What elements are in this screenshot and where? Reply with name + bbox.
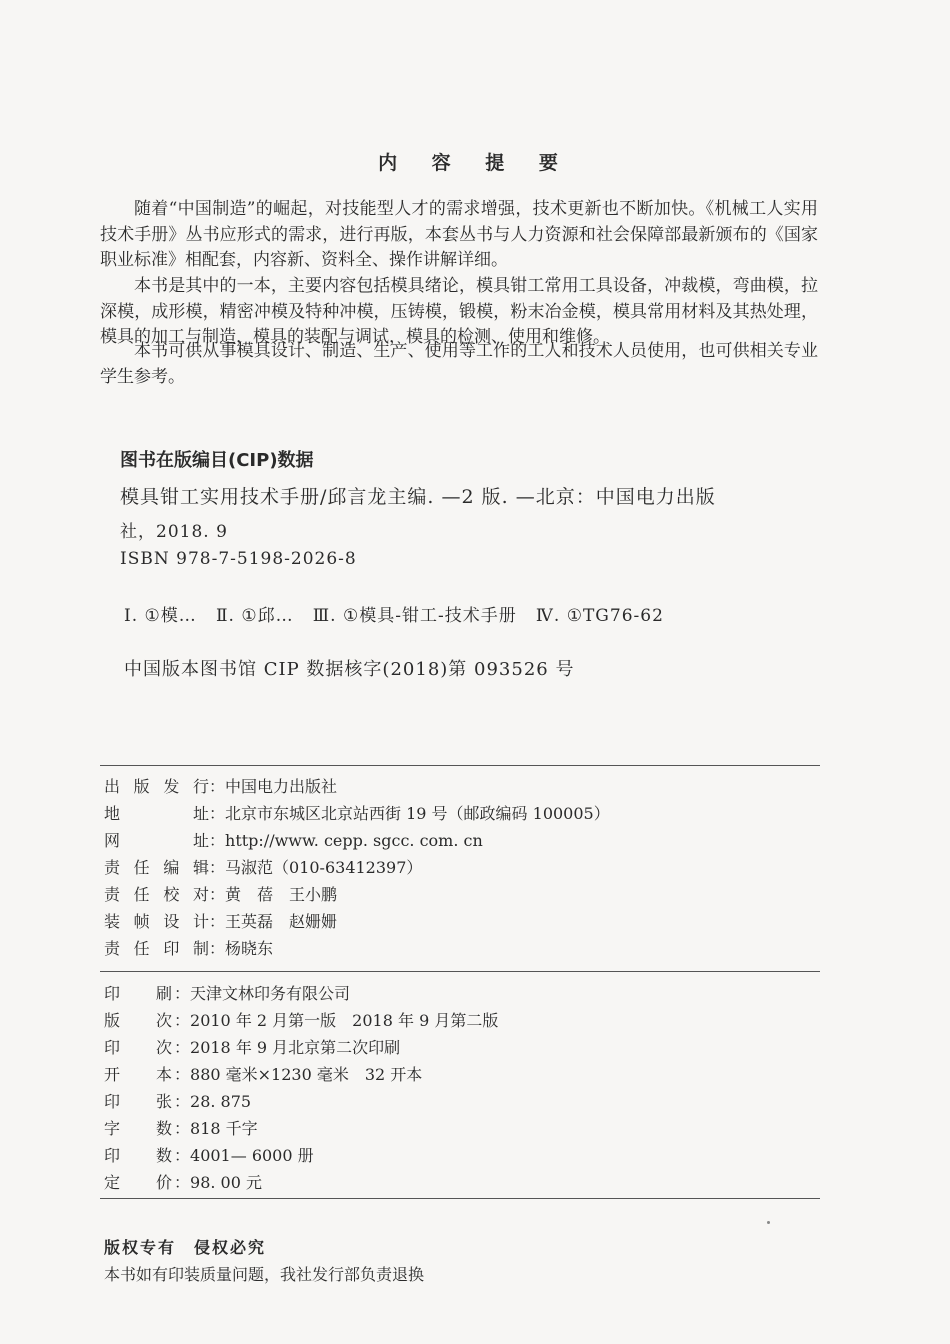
cip-record-line-2: 社，2018. 9	[120, 522, 228, 542]
publisher-row: 责任校对：黄 蓓 王小鹏	[104, 885, 338, 904]
copyright-notice: 本书如有印装质量问题，我社发行部负责退换	[104, 1265, 425, 1284]
publisher-row: 责任印制：杨晓东	[104, 939, 274, 958]
print-row: 定价 ：98. 00 元	[104, 1173, 262, 1192]
summary-paragraph-1: 随着“中国制造”的崛起，对技能型人才的需求增强，技术更新也不断加快。《机械工人实用技术手册》丛书应形式的需求，进行再版，本套丛书与人力资源和社会保障部最新颁布的《国家职业标准》相配套，内容新、资料全、操作讲解详细。	[100, 199, 818, 270]
print-row: 印数 ：4001— 6000 册	[104, 1146, 314, 1165]
cip-heading: 图书在版编目(CIP)数据	[120, 450, 314, 471]
print-row: 印张 ：28. 875	[104, 1092, 252, 1111]
publisher-row: 网址：http://www. cepp. sgcc. com. cn	[104, 831, 483, 850]
publisher-row: 责任编辑：马淑范（010-63412397）	[104, 858, 423, 877]
cip-isbn: ISBN 978-7-5198-2026-8	[120, 549, 357, 569]
copyright-heading: 版权专有 侵权必究	[104, 1238, 267, 1257]
cip-verification-number: 中国版本图书馆 CIP 数据核字(2018)第 093526 号	[124, 659, 575, 680]
cip-classification: Ⅰ. ①模… Ⅱ. ①邱… Ⅲ. ①模具-钳工-技术手册 Ⅳ. ①TG76-62	[124, 606, 664, 626]
print-row: 开本 ：880 毫米×1230 毫米 32 开本	[104, 1065, 423, 1084]
print-row: 版次 ：2010 年 2 月第一版 2018 年 9 月第二版	[104, 1011, 499, 1030]
summary-paragraph-3: 本书可供从事模具设计、制造、生产、使用等工作的工人和技术人员使用，也可供相关专业学生参考。	[100, 341, 818, 387]
speck-mark	[767, 1221, 770, 1224]
summary-title: 内 容 提 要	[378, 152, 572, 174]
publisher-row: 出版发行：中国电力出版社	[104, 777, 338, 796]
cip-record-line-1: 模具钳工实用技术手册/邱言龙主编. —2 版. —北京：中国电力出版	[120, 486, 716, 508]
print-row: 字数 ：818 千字	[104, 1119, 258, 1138]
summary-paragraph-2: 本书是其中的一本，主要内容包括模具绪论，模具钳工常用工具设备，冲裁模，弯曲模，拉深模，成形模，精密冲模及特种冲模，压铸模，锻模，粉末冶金模，模具常用材料及其热处理，模具的加工与制造，模具的装配与调试，模具的检测、使用和维修。	[100, 276, 818, 347]
publisher-row: 地址：北京市东城区北京站西街 19 号（邮政编码 100005）	[104, 804, 610, 823]
divider-top	[100, 765, 820, 766]
divider-middle	[100, 971, 820, 972]
divider-bottom	[100, 1198, 820, 1199]
print-row: 印次 ：2018 年 9 月北京第二次印刷	[104, 1038, 401, 1057]
publisher-row: 装帧设计：王英磊 赵姗姗	[104, 912, 338, 931]
print-row: 印刷 ：天津文林印务有限公司	[104, 984, 351, 1003]
